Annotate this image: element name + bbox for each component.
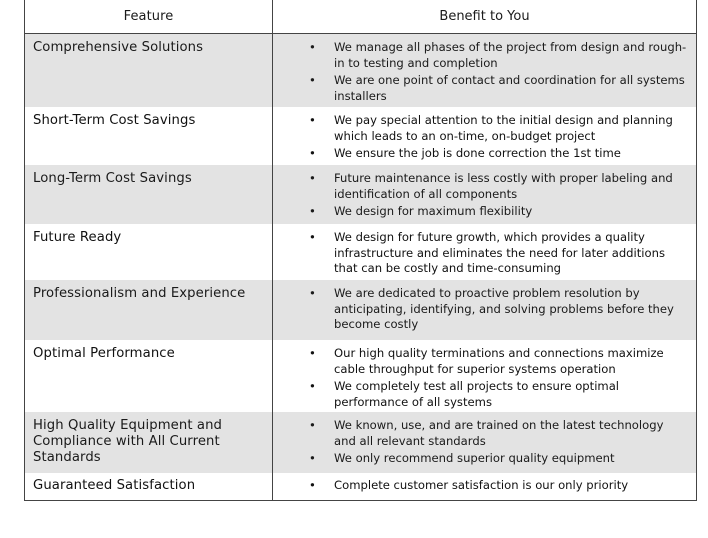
benefit-item: • Future maintenance is less costly with proper labeling and identification of all components xyxy=(273,171,688,202)
table-row xyxy=(25,165,696,224)
benefit-item: • We are one point of contact and coordination for all systems installers xyxy=(273,73,688,104)
benefit-item: • We manage all phases of the project from design and rough-in to testing and completion xyxy=(273,40,688,71)
feature-cell: Short-Term Cost Savings xyxy=(33,113,196,128)
table-row xyxy=(25,280,696,340)
feature-benefit-table xyxy=(24,0,697,501)
benefit-cell xyxy=(272,224,696,280)
table-row xyxy=(25,473,696,500)
benefit-item: • We are dedicated to proactive problem resolution by anticipating, identifying, and solving problems before they become costly xyxy=(273,286,688,333)
feature-cell: Long-Term Cost Savings xyxy=(25,165,272,224)
feature-cell: Comprehensive Solutions xyxy=(25,34,272,107)
benefit-item: • Our high quality terminations and connections maximize cable throughput for superior systems operation xyxy=(273,346,688,377)
benefit-cell xyxy=(272,340,696,412)
feature-cell: Future Ready xyxy=(33,230,122,245)
header-feature: Feature xyxy=(123,9,174,24)
benefit-item: • We known, use, and are trained on the latest technology and all relevant standards xyxy=(273,418,688,449)
benefit-item: • We only recommend superior quality equipment xyxy=(273,451,688,467)
benefit-item: • We completely test all projects to ensure optimal performance of all systems xyxy=(273,379,688,410)
benefit-list xyxy=(273,286,688,333)
header-benefit: Benefit to You xyxy=(272,0,696,33)
table-row xyxy=(25,224,696,280)
benefit-item: • We design for maximum flexibility xyxy=(273,204,688,220)
benefit-item: • We ensure the job is done correction the 1st time xyxy=(273,146,688,162)
feature-cell: Optimal Performance xyxy=(33,346,175,361)
benefit-item: • We design for future growth, which provides a quality infrastructure and eliminates the need for later additions that can be costly and time-consuming xyxy=(273,230,688,277)
benefit-list xyxy=(273,40,688,104)
benefit-cell xyxy=(272,473,696,500)
benefit-cell xyxy=(272,107,696,165)
benefit-item: • We pay special attention to the initial design and planning which leads to an on-time, on-budget project xyxy=(273,113,688,144)
table-row xyxy=(25,107,696,165)
benefit-list xyxy=(273,113,688,162)
benefit-list xyxy=(273,478,688,494)
benefit-list xyxy=(273,171,688,220)
feature-cell: High Quality Equipment and Compliance with All Current Standards xyxy=(25,412,272,473)
table-row xyxy=(25,34,696,107)
feature-cell: Professionalism and Experience xyxy=(25,280,272,340)
benefit-cell xyxy=(272,412,696,473)
benefit-list xyxy=(273,418,688,467)
table-row xyxy=(25,412,696,473)
benefit-cell xyxy=(272,280,696,340)
benefit-list xyxy=(273,346,688,410)
benefit-item: • Complete customer satisfaction is our only priority xyxy=(273,478,688,494)
table-header-row xyxy=(25,0,696,34)
benefit-cell xyxy=(272,34,696,107)
feature-cell: Guaranteed Satisfaction xyxy=(33,478,196,493)
benefit-list xyxy=(273,230,688,277)
benefit-cell xyxy=(272,165,696,224)
table-row xyxy=(25,340,696,412)
